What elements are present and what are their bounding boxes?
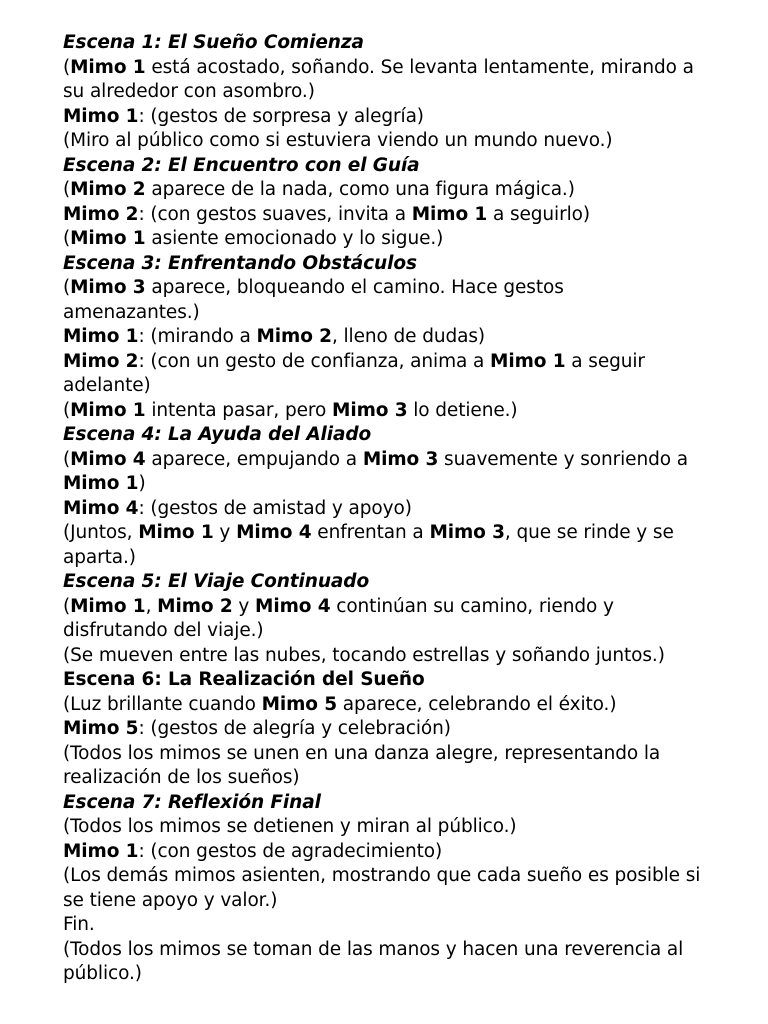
script-line — [63, 105, 703, 130]
character-name: Mimo 3 — [332, 399, 408, 421]
scene-heading — [63, 252, 703, 277]
line-text: Escena 3: Enfrentando Obstáculos — [63, 252, 417, 274]
script-line — [63, 56, 703, 105]
line-text: y — [213, 522, 237, 543]
line-text: Escena 7: Reflexión Final — [63, 791, 321, 813]
line-text: suavemente y sonriendo a — [438, 448, 688, 470]
line-text: ( — [63, 448, 71, 470]
script-line — [63, 693, 703, 718]
line-text: , — [145, 595, 158, 617]
line-text: : (gestos de amistad y apoyo) — [138, 497, 412, 519]
character-name: Mimo 4 — [63, 497, 139, 519]
line-text: ( — [63, 399, 71, 421]
script-document — [63, 31, 703, 987]
character-name: Mimo 1 — [63, 473, 139, 494]
script-line — [63, 864, 703, 913]
character-name: Mimo 1 — [70, 56, 146, 78]
scene-heading — [63, 31, 703, 56]
script-line — [63, 178, 703, 203]
script-line — [63, 129, 703, 154]
scene-heading — [63, 791, 703, 816]
line-text: , lleno de dudas) — [331, 326, 485, 347]
script-line — [63, 595, 703, 644]
line-text: : (con gestos suaves, invita a — [138, 203, 412, 225]
character-name: Mimo 1 — [70, 595, 146, 617]
character-name: Mimo 4 — [236, 522, 312, 543]
line-text: (Todos los mimos se toman de las manos y hacen una reverencia al público.) — [63, 938, 684, 984]
line-text: Escena 6: La Realización del Sueño — [63, 669, 425, 690]
line-text: y — [232, 595, 256, 617]
character-name: Mimo 1 — [63, 105, 139, 127]
line-text: lo detiene.) — [407, 399, 518, 421]
line-text: ) — [138, 473, 146, 494]
line-text: aparece, bloqueando el camino. Hace gestos amenazantes.) — [63, 277, 564, 323]
line-text: enfrentan a — [311, 522, 430, 543]
line-text: : (con un gesto de confianza, anima a — [138, 350, 491, 372]
script-line — [63, 644, 703, 669]
line-text: está acostado, soñando. Se levanta lentamente, mirando a su alrededor con asombro.) — [63, 56, 694, 102]
line-text: (Todos los mimos se unen en una danza alegre, representando la realización de los sueños) — [63, 742, 661, 788]
line-text: aparece, empujando a — [145, 448, 363, 470]
line-text: (Se mueven entre las nubes, tocando estrellas y soñando juntos.) — [63, 644, 665, 666]
character-name: Mimo 2 — [63, 350, 139, 372]
line-text: (Todos los mimos se detienen y miran al público.) — [63, 816, 517, 837]
character-name: Mimo 3 — [429, 522, 505, 543]
line-text: : (con gestos de agradecimiento) — [138, 840, 443, 862]
script-line — [63, 497, 703, 522]
line-text: a seguir adelante) — [63, 350, 645, 396]
character-name: Mimo 2 — [63, 203, 139, 225]
character-name: Mimo 5 — [63, 718, 139, 739]
line-text: (Miro al público como si estuviera viendo un mundo nuevo.) — [63, 130, 613, 151]
line-text: : (gestos de sorpresa y alegría) — [138, 105, 424, 127]
character-name: Mimo 4 — [70, 448, 146, 470]
line-text: Escena 4: La Ayuda del Aliado — [63, 424, 372, 445]
line-text: : (gestos de alegría y celebración) — [138, 718, 451, 739]
character-name: Mimo 1 — [70, 228, 146, 249]
scene-heading — [63, 570, 703, 595]
line-text: , que se rinde y se aparta.) — [63, 522, 674, 568]
line-text: aparece de la nada, como una figura mágica.) — [145, 179, 575, 200]
character-name: Mimo 2 — [256, 326, 332, 347]
line-text: asiente emocionado y lo sigue.) — [145, 228, 444, 249]
script-line — [63, 717, 703, 742]
script-line — [63, 325, 703, 350]
line-text: aparece, celebrando el éxito.) — [337, 693, 617, 715]
line-text: ( — [63, 56, 71, 78]
line-text: ( — [63, 595, 71, 617]
character-name: Mimo 1 — [70, 399, 146, 421]
character-name: Mimo 3 — [70, 277, 146, 298]
character-name: Mimo 3 — [362, 448, 439, 470]
script-line — [63, 521, 703, 570]
line-text: : (mirando a — [138, 326, 257, 347]
line-text: (Juntos, — [63, 522, 139, 543]
line-text: continúan su camino, riendo y disfrutando del viaje.) — [63, 595, 614, 641]
character-name: Mimo 1 — [63, 840, 139, 862]
script-line — [63, 276, 703, 325]
character-name: Mimo 2 — [157, 595, 233, 617]
script-line — [63, 399, 703, 424]
line-text: Escena 2: El Encuentro con el Guía — [63, 154, 420, 176]
line-text: ( — [63, 228, 71, 249]
line-text: ( — [63, 179, 71, 200]
script-line — [63, 913, 703, 938]
line-text: (Luz brillante cuando — [63, 693, 262, 715]
script-line — [63, 742, 703, 791]
line-text: (Los demás mimos asienten, mostrando que cada sueño es posible si se tiene apoyo y valor.) — [63, 865, 701, 911]
script-line — [63, 815, 703, 840]
scene-heading — [63, 423, 703, 448]
line-text: intenta pasar, pero — [145, 399, 333, 421]
line-text: ( — [63, 277, 71, 298]
character-name: Mimo 1 — [490, 350, 566, 372]
script-line — [63, 227, 703, 252]
character-name: Mimo 2 — [70, 179, 146, 200]
character-name: Mimo 5 — [261, 693, 338, 715]
script-line — [63, 350, 703, 399]
character-name: Mimo 1 — [63, 326, 139, 347]
character-name: Mimo 4 — [255, 595, 331, 617]
line-text: Escena 5: El Viaje Continuado — [63, 571, 370, 592]
line-text: Fin. — [63, 914, 95, 935]
script-line — [63, 938, 703, 987]
line-text: a seguirlo) — [487, 203, 590, 225]
scene-heading — [63, 154, 703, 179]
line-text: Escena 1: El Sueño Comienza — [63, 32, 364, 53]
script-line — [63, 840, 703, 865]
script-line — [63, 448, 703, 497]
character-name: Mimo 1 — [411, 203, 488, 225]
character-name: Mimo 1 — [138, 522, 214, 543]
script-line — [63, 203, 703, 228]
scene-heading — [63, 668, 703, 693]
